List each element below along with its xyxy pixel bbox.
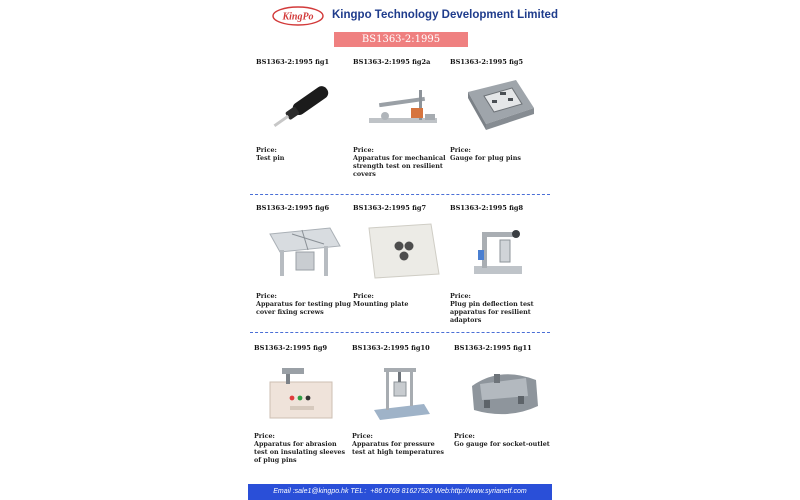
- test-pin-icon: [262, 74, 348, 136]
- product-description: Plug pin deflection test apparatus for resilient adaptors: [450, 300, 534, 324]
- company-name: Kingpo Technology Development Limited: [332, 9, 558, 21]
- cover-screw-apparatus-icon: [262, 220, 348, 282]
- price-label: Price:: [352, 432, 373, 440]
- product-card[interactable]: [256, 204, 352, 340]
- product-card[interactable]: [352, 344, 448, 480]
- product-card[interactable]: [454, 344, 550, 480]
- deflection-apparatus-icon: [456, 220, 542, 282]
- product-description: Apparatus for testing plug cover fixing screws: [256, 300, 351, 316]
- product-card[interactable]: [353, 204, 449, 340]
- product-description: Apparatus for pressure test at high temperatures: [352, 440, 444, 456]
- product-row-2: [248, 204, 552, 340]
- product-title: BS1363-2:1995 fig1: [256, 58, 330, 66]
- product-row-3: [248, 344, 552, 480]
- product-card[interactable]: [256, 58, 352, 194]
- product-title: BS1363-2:1995 fig8: [450, 204, 524, 212]
- abrasion-apparatus-icon: [260, 360, 346, 422]
- product-card[interactable]: [450, 204, 546, 340]
- section-divider: [250, 332, 550, 333]
- product-description: Go gauge for socket-outlet: [454, 440, 550, 448]
- product-description: Apparatus for abrasion test on insulating sleeves of plug pins: [254, 440, 346, 464]
- mechanical-strength-apparatus-icon: [359, 74, 445, 136]
- price-label: Price:: [353, 292, 374, 300]
- product-title: BS1363-2:1995 fig6: [256, 204, 330, 212]
- product-card[interactable]: [450, 58, 546, 194]
- price-label: Price:: [353, 146, 374, 154]
- product-description: Apparatus for mechanical strength test on resilient covers: [353, 154, 446, 178]
- go-gauge-icon: [460, 360, 546, 422]
- kingpo-logo: [272, 6, 324, 26]
- product-description: Mounting plate: [353, 300, 409, 308]
- product-title: BS1363-2:1995 fig10: [352, 344, 430, 352]
- product-title: BS1363-2:1995 fig2a: [353, 58, 431, 66]
- catalog-sheet: [248, 0, 558, 500]
- header: [248, 6, 558, 28]
- pressure-apparatus-icon: [358, 360, 444, 422]
- product-card[interactable]: [254, 344, 350, 480]
- plug-pin-gauge-icon: [456, 74, 542, 136]
- svg-text:KingPo: KingPo: [282, 11, 314, 23]
- price-label: Price:: [450, 146, 471, 154]
- product-title: BS1363-2:1995 fig7: [353, 204, 427, 212]
- product-card[interactable]: [353, 58, 449, 194]
- price-label: Price:: [254, 432, 275, 440]
- product-title: BS1363-2:1995 fig5: [450, 58, 524, 66]
- product-title: BS1363-2:1995 fig11: [454, 344, 532, 352]
- price-label: Price:: [454, 432, 475, 440]
- section-divider: [250, 194, 550, 195]
- price-label: Price:: [256, 292, 277, 300]
- product-description: Test pin: [256, 154, 285, 162]
- price-label: Price:: [450, 292, 471, 300]
- price-label: Price:: [256, 146, 277, 154]
- product-description: Gauge for plug pins: [450, 154, 521, 162]
- product-row-1: [248, 58, 552, 194]
- contact-footer: Email :sale1@kingpo.hk TEL：+86 0769 81627526 Web:http://www.syrianetf.com: [248, 484, 552, 500]
- product-title: BS1363-2:1995 fig9: [254, 344, 328, 352]
- standard-banner: BS1363-2:1995: [334, 32, 468, 47]
- mounting-plate-icon: [359, 220, 445, 282]
